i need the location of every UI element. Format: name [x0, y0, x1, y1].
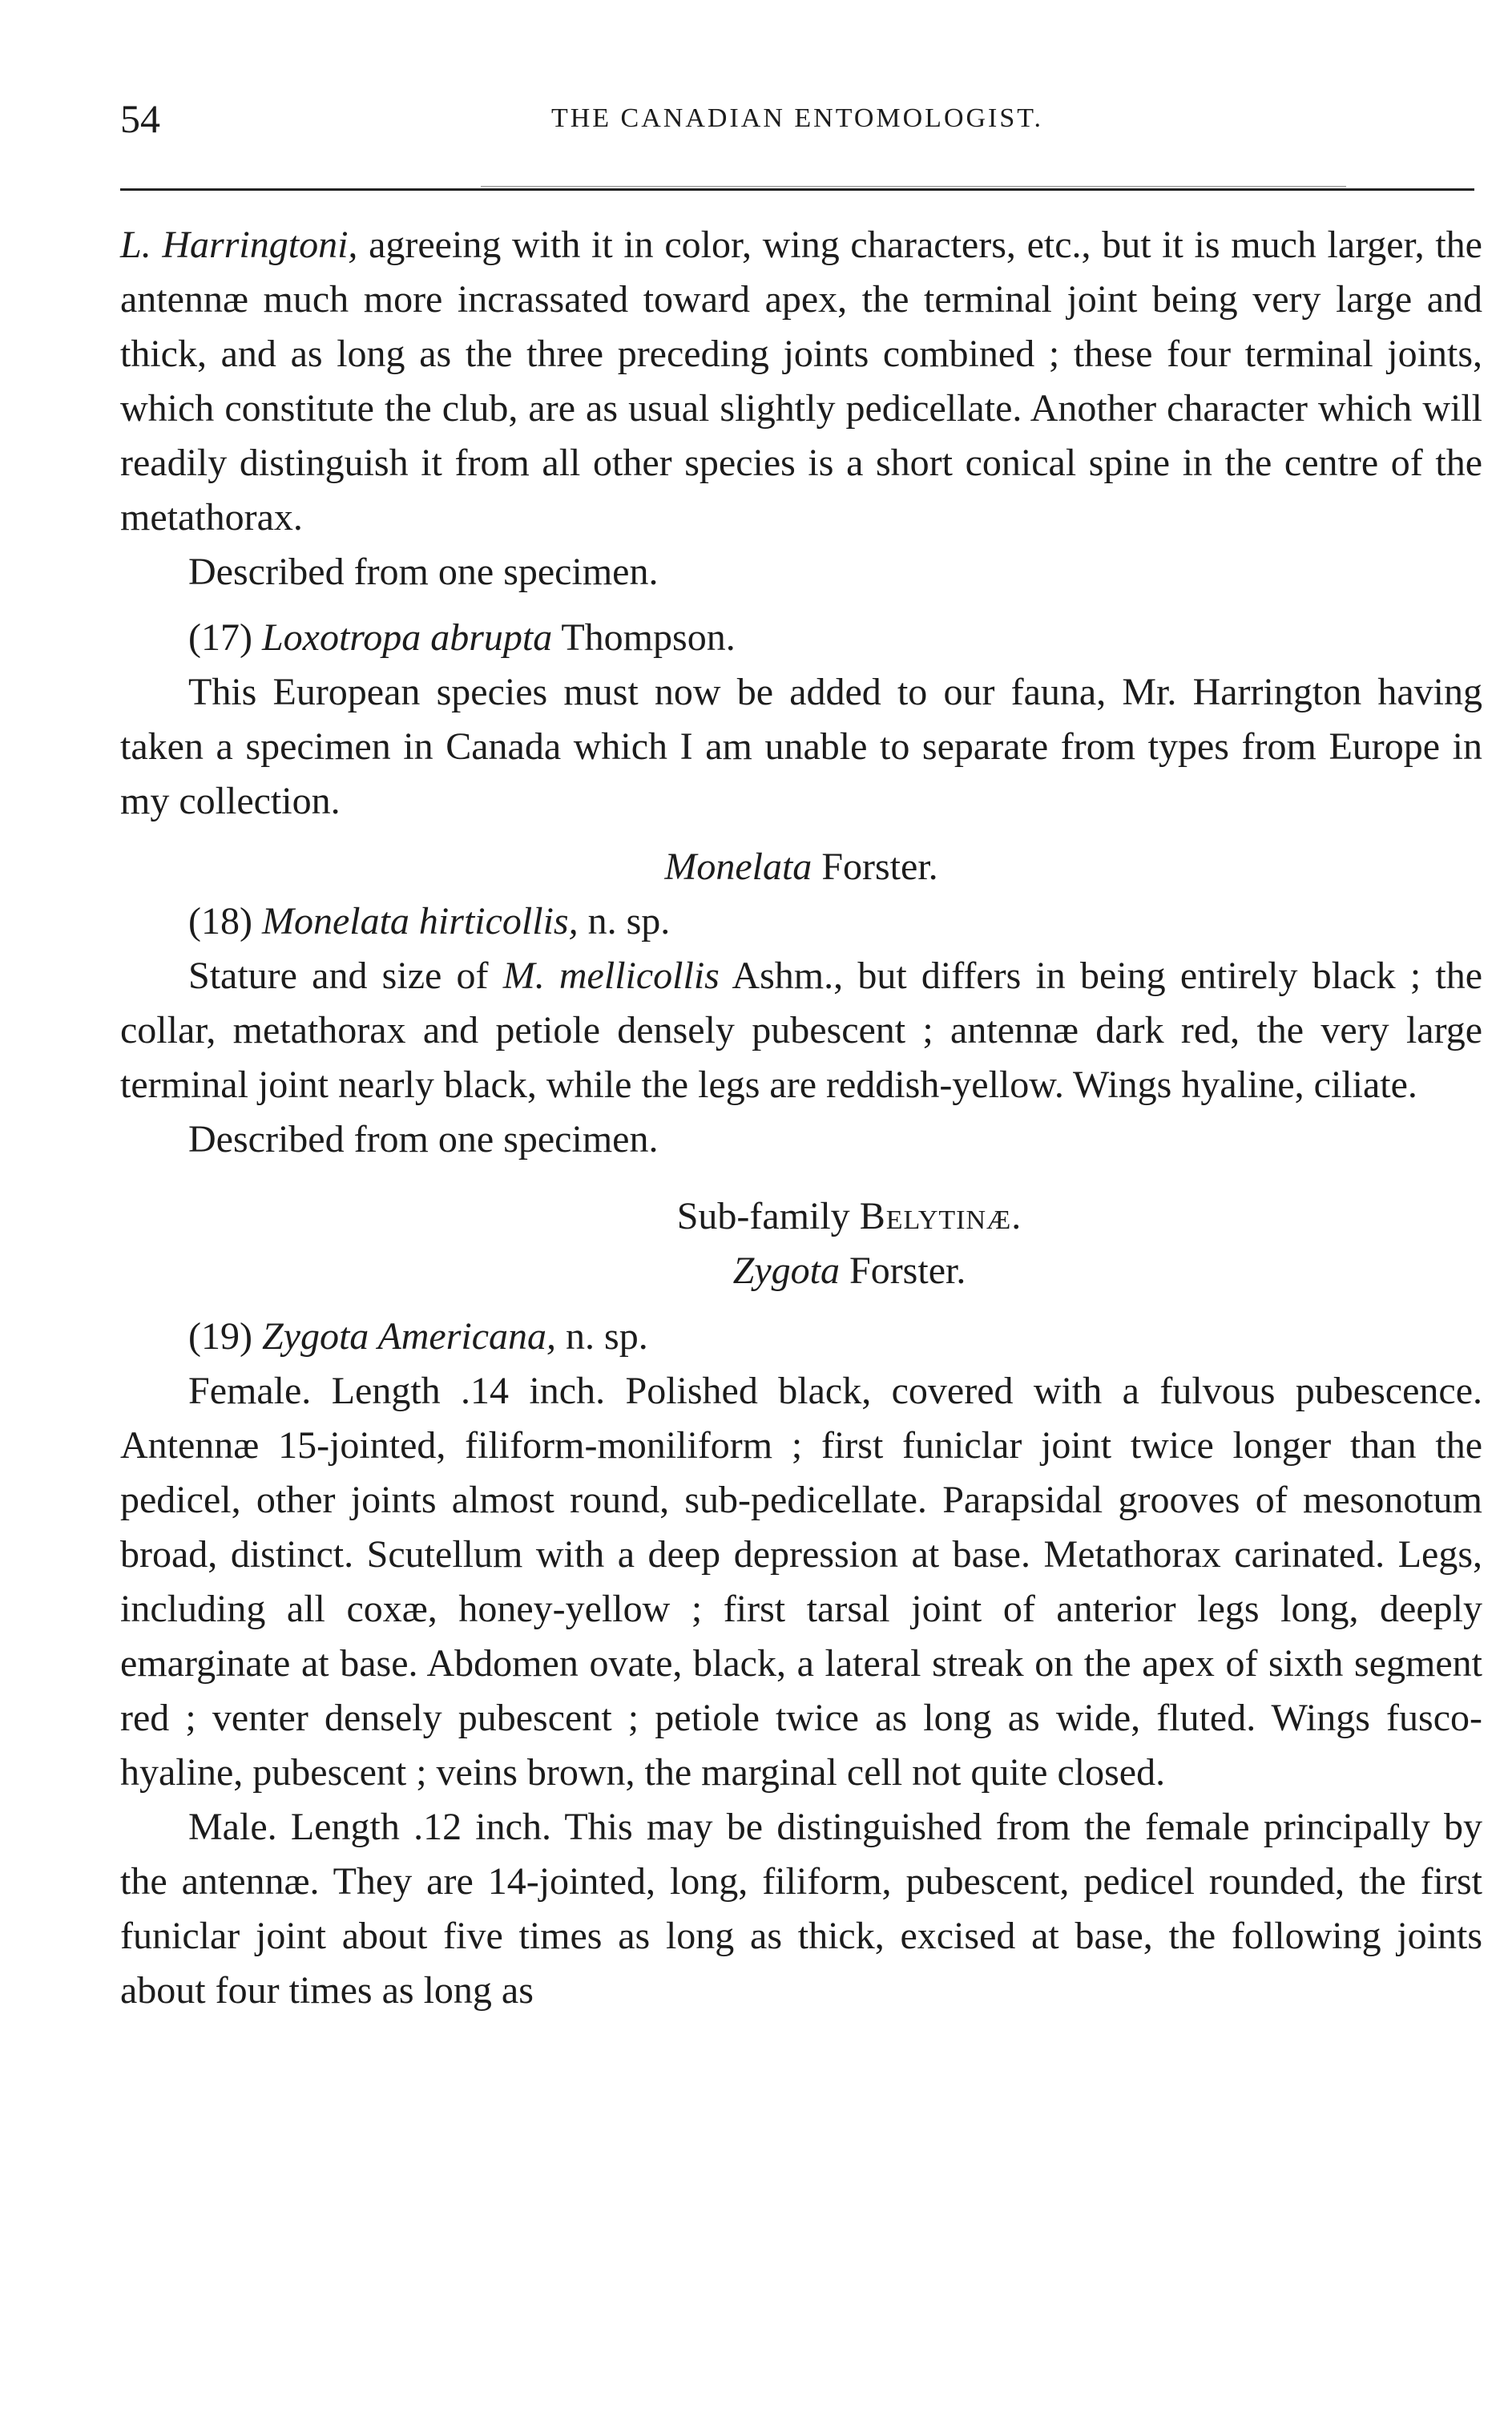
genus-heading-monelata — [120, 840, 1482, 894]
species-author: Thompson. — [552, 616, 736, 659]
genus-name: Zygota — [732, 1249, 840, 1292]
genus-name: Monelata — [664, 846, 812, 888]
species-suffix: n. sp. — [578, 900, 671, 943]
subfamily-lead: Sub-family — [676, 1195, 860, 1237]
species-number: (18) — [188, 900, 252, 943]
subfamily-heading — [120, 1189, 1482, 1244]
header-rule-broken — [481, 186, 1346, 187]
species-name: Monelata hirticollis, — [261, 900, 579, 943]
paragraph-zygota-female: Female. Length .14 inch. Polished black, covered with a fulvous pubescence. Antennæ 15-jointed, filiform-moniliform ; first funiclar joint twice longer than the pedicel, other joints almost round, sub-pedicellate. Parapsidal grooves of mesonotum broad, distinct. Scutellum with a deep depression at base. Metathorax carinated. Legs, including all coxæ, honey-yellow ; first tarsal joint of anterior legs long, deeply emarginate at base. Abdomen ovate, black, a lateral streak on the apex of sixth segment red ; venter densely pubescent ; petiole twice as long as wide, fluted. Wings fusco-hyaline, pubescent ; veins brown, the marginal cell not quite closed. — [120, 1370, 1482, 1794]
species-name: L. Harringtoni, — [120, 224, 358, 266]
species-heading-17 — [120, 611, 1482, 665]
body-text — [120, 218, 1482, 2018]
paragraph-monelata — [120, 949, 1482, 1112]
page-number: 54 — [120, 96, 160, 141]
species-number: (17) — [188, 616, 252, 659]
paragraph-lead: Stature and size of — [188, 955, 503, 997]
running-title: THE CANADIAN ENTOMOLOGIST. — [550, 103, 1044, 133]
described-note: Described from one specimen. — [188, 1118, 659, 1161]
paragraph-zygota-male: Male. Length .12 inch. This may be distinguished from the female principally by the antennæ. They are 14-jointed, long, filiform, pubescent, pedicel rounded, the first funiclar joint about five times as long as thick, excised at base, the following joints about four times as long as — [120, 1806, 1482, 2012]
species-name: Loxotropa abrupta — [261, 616, 553, 659]
species-heading-18 — [120, 894, 1482, 949]
paragraph-text: agreeing with it in color, wing characters, etc., but it is much larger, the antennæ much more incrassated toward apex, the terminal joint being very large and thick, and as long as the three preceding joints combined ; these four terminal joints, which constitute the club, are as usual slightly pedicellate. Another character which will readily distinguish it from all other species is a short conical spine in the centre of the metathorax. — [120, 224, 1482, 539]
species-heading-19 — [120, 1310, 1482, 1364]
paragraph-text: Ashm., but differs in being entirely black ; the collar, metathorax and petiole densely pubescent ; antennæ dark red, the very large terminal joint nearly black, while the legs are reddish-yellow. Wings hyaline, ciliate. — [120, 955, 1483, 1106]
header-rule — [120, 188, 1474, 191]
species-number: (19) — [188, 1315, 252, 1358]
described-note: Described from one specimen. — [188, 551, 659, 593]
genus-author: Forster. — [840, 1249, 966, 1292]
species-suffix: n. sp. — [556, 1315, 648, 1358]
paragraph-loxotropa: This European species must now be added to our fauna, Mr. Harrington having taken a specimen in Canada which I am unable to separate from types from Europe in my collection. — [120, 671, 1482, 822]
subfamily-name: Belytinæ. — [859, 1195, 1022, 1237]
species-name: Zygota Americana, — [261, 1315, 557, 1358]
species-reference: M. mellicollis — [502, 955, 720, 997]
genus-heading-zygota — [120, 1244, 1482, 1298]
genus-author: Forster. — [812, 846, 938, 888]
page-header — [120, 95, 1474, 159]
paragraph-harringtoni — [120, 218, 1482, 545]
